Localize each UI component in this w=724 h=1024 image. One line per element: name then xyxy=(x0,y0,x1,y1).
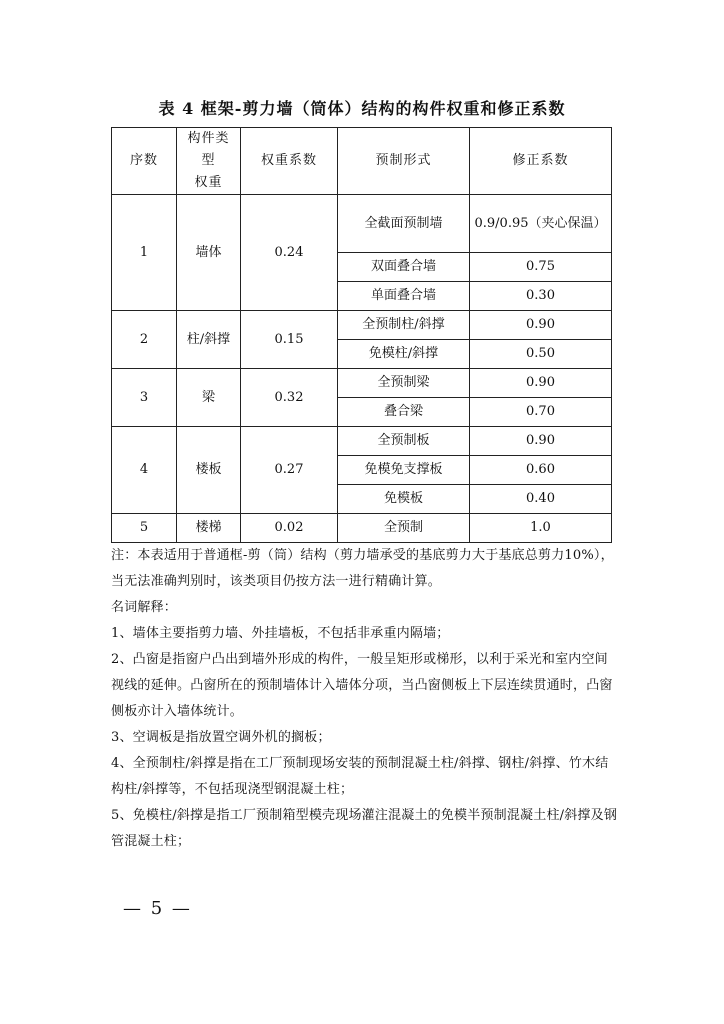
table-note: 注：本表适用于普通框-剪（筒）结构（剪力墙承受的基底剪力大于基底总剪力10%），当无法准确判别时，该类项目仍按方法一进行精确计算。 xyxy=(111,548,614,589)
term-item: 5、免模柱/斜撑是指工厂预制箱型模壳现场灌注混凝土的免模半预制混凝土柱/斜撑及钢管混凝土柱； xyxy=(111,808,618,849)
cell-coef: 1.0 xyxy=(470,514,612,543)
cell-form: 免模板 xyxy=(338,485,470,514)
cell-form: 免模免支撑板 xyxy=(338,456,470,485)
cell-form: 免模柱/斜撑 xyxy=(338,340,470,369)
cell-index: 1 xyxy=(112,195,177,311)
terms-heading: 名词解释： xyxy=(111,600,178,615)
header-type-line2: 权重 xyxy=(194,175,223,190)
header-index: 序数 xyxy=(112,128,177,195)
cell-weight: 0.24 xyxy=(241,195,338,311)
term-item: 1、墙体主要指剪力墙、外挂墙板，不包括非承重内隔墙； xyxy=(111,626,450,641)
cell-weight: 0.32 xyxy=(241,369,338,427)
cell-weight: 0.02 xyxy=(241,514,338,543)
table-row xyxy=(112,311,612,340)
cell-type: 梁 xyxy=(177,369,241,427)
header-weight: 权重系数 xyxy=(241,128,338,195)
cell-type: 楼板 xyxy=(177,427,241,514)
cell-form: 全预制梁 xyxy=(338,369,470,398)
cell-coef: 0.90 xyxy=(470,311,612,340)
cell-form: 全截面预制墙 xyxy=(338,195,470,253)
cell-coef: 0.40 xyxy=(470,485,612,514)
cell-form: 全预制 xyxy=(338,514,470,543)
cell-index: 4 xyxy=(112,427,177,514)
cell-coef: 0.70 xyxy=(470,398,612,427)
cell-weight: 0.15 xyxy=(241,311,338,369)
term-item: 3、空调板是指放置空调外机的搁板； xyxy=(111,730,331,745)
table-header-row xyxy=(112,128,612,195)
cell-type: 墙体 xyxy=(177,195,241,311)
cell-coef: 0.75 xyxy=(470,253,612,282)
header-type-line1: 构件类型 xyxy=(187,131,230,168)
table-row xyxy=(112,514,612,543)
cell-coef: 0.90 xyxy=(470,369,612,398)
cell-form: 双面叠合墙 xyxy=(338,253,470,282)
cell-type: 楼梯 xyxy=(177,514,241,543)
cell-coef: 0.9/0.95（夹心保温） xyxy=(470,195,612,253)
table-row xyxy=(112,427,612,456)
cell-weight: 0.27 xyxy=(241,427,338,514)
term-item: 4、全预制柱/斜撑是指在工厂预制现场安装的预制混凝土柱/斜撑、钢柱/斜撑、竹木结构柱/斜撑等，不包括现浇型钢混凝土柱； xyxy=(111,756,609,797)
cell-form: 全预制板 xyxy=(338,427,470,456)
term-item: 2、凸窗是指窗户凸出到墙外形成的构件，一般呈矩形或梯形，以利于采光和室内空间视线的延伸。凸窗所在的预制墙体计入墙体分项，当凸窗侧板上下层连续贯通时，凸窗侧板亦计入墙体统计。 xyxy=(111,652,613,719)
cell-type: 柱/斜撑 xyxy=(177,311,241,369)
page-number: — 5 — xyxy=(123,898,192,919)
weights-table xyxy=(111,127,612,543)
notes-section xyxy=(111,543,621,855)
cell-coef: 0.50 xyxy=(470,340,612,369)
cell-form: 全预制柱/斜撑 xyxy=(338,311,470,340)
cell-coef: 0.30 xyxy=(470,282,612,311)
header-form: 预制形式 xyxy=(338,128,470,195)
cell-index: 5 xyxy=(112,514,177,543)
table-row xyxy=(112,369,612,398)
table-row xyxy=(112,195,612,253)
header-coef: 修正系数 xyxy=(470,128,612,195)
cell-form: 单面叠合墙 xyxy=(338,282,470,311)
cell-coef: 0.90 xyxy=(470,427,612,456)
table-title: 表 4 框架-剪力墙（筒体）结构的构件权重和修正系数 xyxy=(158,99,566,118)
cell-index: 2 xyxy=(112,311,177,369)
header-type xyxy=(177,128,241,195)
cell-coef: 0.60 xyxy=(470,456,612,485)
cell-form: 叠合梁 xyxy=(338,398,470,427)
cell-index: 3 xyxy=(112,369,177,427)
